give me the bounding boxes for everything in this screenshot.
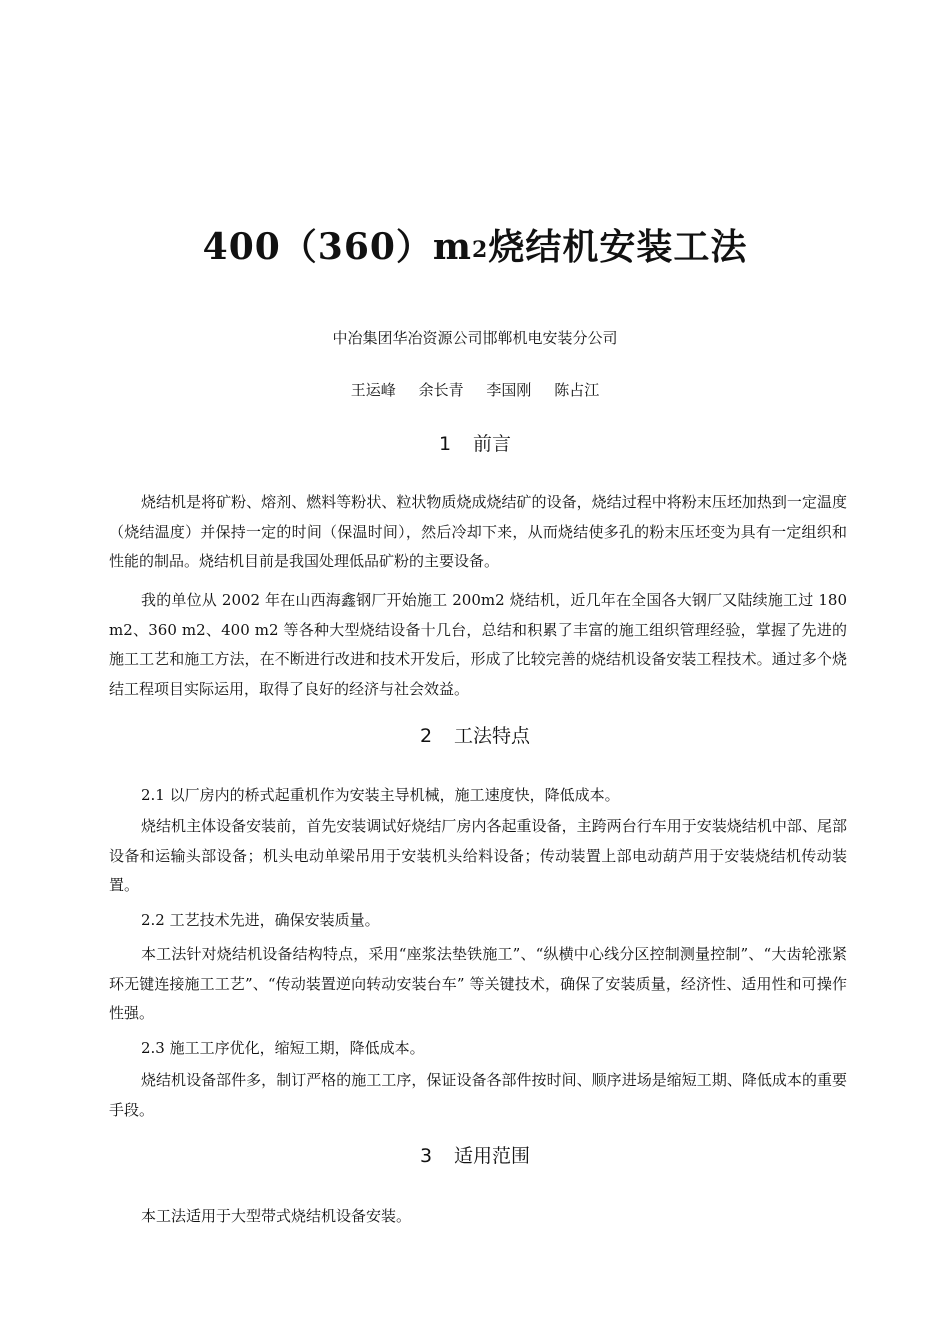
- author-list: [0, 379, 950, 401]
- organization: 中冶集团华冶资源公司邯郸机电安装分公司: [332, 329, 618, 347]
- author-name: 李国刚: [486, 381, 532, 399]
- paragraph: 本工法针对烧结机设备结构特点，采用“座浆法垫铁施工”、“纵横中心线分区控制测量控制”、“大齿轮涨紧环无键连接施工工艺”、“传动装置逆向转动安装台车” 等关键技术，确保了安装质量，经济性、适用性和可操作性强。: [109, 945, 847, 1022]
- paragraph: 2.1 以厂房内的桥式起重机作为安装主导机械，施工速度快，降低成本。: [141, 786, 620, 804]
- author-name: 陈占江: [554, 381, 600, 399]
- section-title: 工法特点: [454, 725, 531, 747]
- title-rest: 烧结机安装工法: [488, 226, 748, 268]
- document-title: [0, 222, 950, 275]
- section-title: 前言: [473, 433, 512, 455]
- section-heading: [0, 1142, 950, 1170]
- title-superscript: 2: [472, 237, 489, 263]
- section-number: 1: [438, 433, 452, 455]
- paragraph: 烧结机主体设备安装前，首先安装调试好烧结厂房内各起重设备，主跨两台行车用于安装烧结机中部、尾部设备和运输头部设备；机头电动单梁吊用于安装机头给料设备；传动装置上部电动葫芦用于安装烧结机传动装置。: [109, 817, 847, 894]
- section-heading: [0, 722, 950, 750]
- paragraph: 2.2 工艺技术先进，确保安装质量。: [141, 911, 380, 929]
- author-name: 余长青: [418, 381, 464, 399]
- title-main: 400（360）m: [202, 226, 473, 268]
- paragraph: 烧结机设备部件多，制订严格的施工工序，保证设备各部件按时间、顺序进场是缩短工期、降低成本的重要手段。: [109, 1071, 847, 1119]
- section-title: 适用范围: [454, 1145, 531, 1167]
- section-number: 3: [419, 1145, 433, 1167]
- paragraph: 烧结机是将矿粉、熔剂、燃料等粉状、粒状物质烧成烧结矿的设备，烧结过程中将粉末压坯加热到一定温度（烧结温度）并保持一定的时间（保温时间），然后冷却下来，从而烧结使多孔的粉末压坯变为具有一定组织和性能的制品。烧结机目前是我国处理低品矿粉的主要设备。: [109, 493, 847, 570]
- author-name: 王运峰: [350, 381, 396, 399]
- section-number: 2: [419, 725, 433, 747]
- paragraph: 本工法适用于大型带式烧结机设备安装。: [141, 1207, 412, 1225]
- paragraph: 2.3 施工工序优化，缩短工期，降低成本。: [141, 1039, 425, 1057]
- section-heading: [0, 430, 950, 458]
- paragraph: 我的单位从 2002 年在山西海鑫钢厂开始施工 200m2 烧结机，近几年在全国各大钢厂又陆续施工过 180 m2、360 m2、400 m2 等各种大型烧结设备十几台，总结和积累了丰富的施工组织管理经验，掌握了先进的施工工艺和施工方法，在不断进行改进和技术开发后，形成了比较完善的烧结机设备安装工程技术。通过多个烧结工程项目实际运用，取得了良好的经济与社会效益。: [109, 591, 847, 698]
